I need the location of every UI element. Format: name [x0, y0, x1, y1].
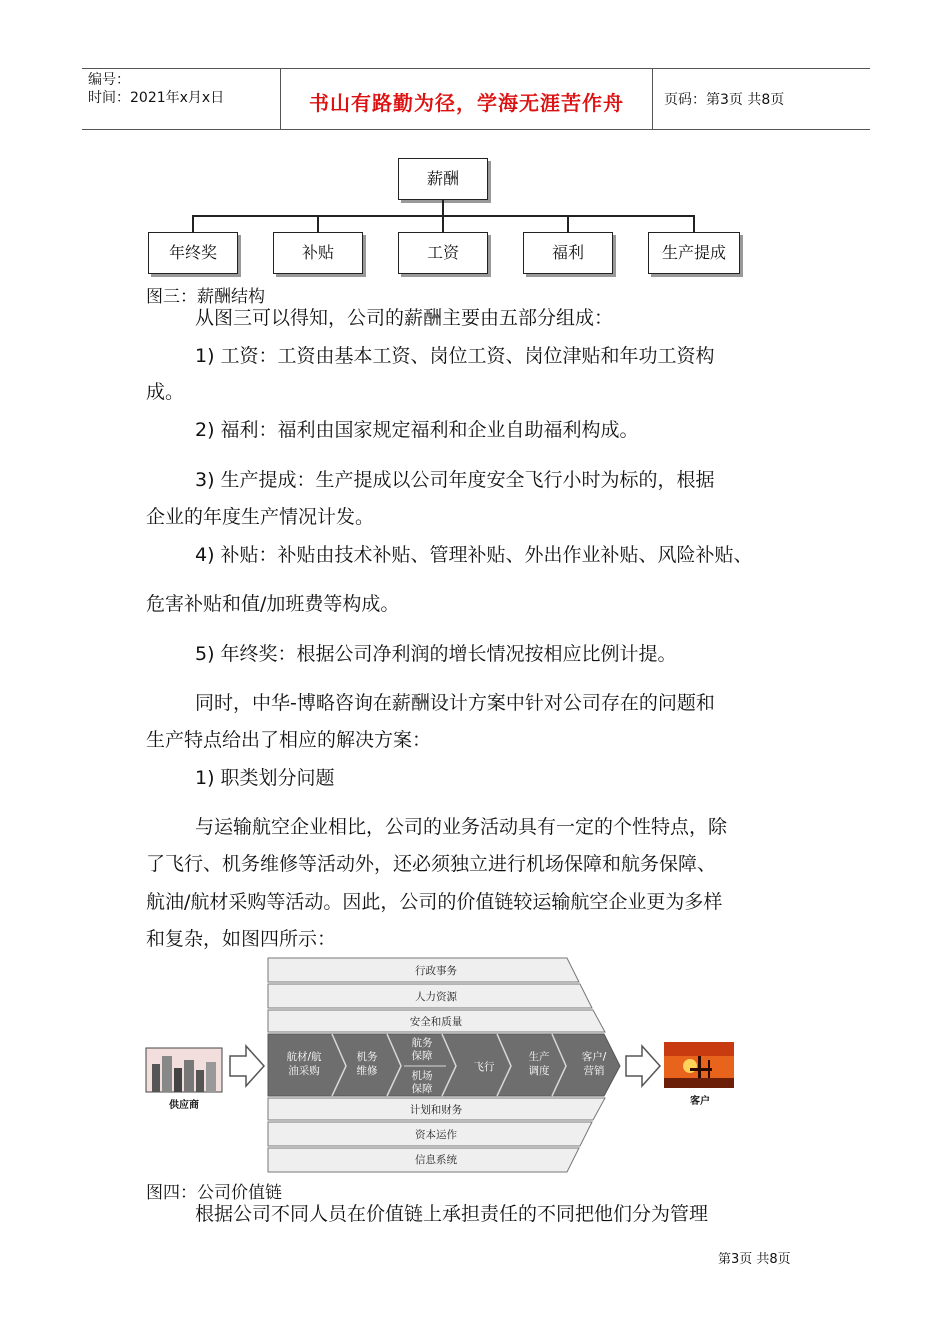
header-meta — [88, 71, 224, 107]
paragraph: 4) 补贴：补贴由技术补贴、管理补贴、外出作业补贴、风险补贴、 — [195, 544, 753, 566]
core-label: 客户/ — [581, 1051, 607, 1063]
org-child-box — [523, 232, 613, 274]
arrow-right-icon — [230, 1046, 264, 1086]
header-divider — [652, 69, 653, 129]
support-label: 计划和财务 — [409, 1104, 463, 1116]
header-page-info: 页码：第3页 共8页 — [664, 92, 785, 108]
paragraph: 生产特点给出了相应的解决方案： — [146, 729, 432, 751]
number-label: 编号： — [88, 72, 130, 88]
figure4-caption: 图四：公司价值链 — [146, 1183, 282, 1203]
core-label: 油采购 — [288, 1065, 320, 1077]
page-footer: 第3页 共8页 — [718, 1252, 791, 1267]
org-connector — [442, 215, 444, 233]
org-child-box — [648, 232, 740, 274]
org-child-box — [148, 232, 238, 274]
core-label: 机务 — [356, 1051, 378, 1063]
org-connector — [192, 215, 194, 233]
core-label: 飞行 — [473, 1061, 495, 1073]
paragraph: 从图三可以得知，公司的薪酬主要由五部分组成： — [195, 307, 614, 329]
supplier-icon — [146, 1048, 222, 1092]
org-child-label: 补贴 — [301, 243, 334, 262]
paragraph: 航油/航材采购等活动。因此，公司的价值链较运输航空企业更为多样 — [146, 891, 723, 913]
header-motto: 书山有路勤为径，学海无涯苦作舟 — [309, 91, 624, 115]
support-label: 行政事务 — [415, 965, 457, 977]
supplier-label: 供应商 — [169, 1100, 199, 1111]
support-label: 资本运作 — [415, 1129, 457, 1141]
org-root-label: 薪酬 — [426, 169, 459, 188]
time-label: 时间：2021年x月x日 — [88, 90, 225, 106]
value-chain-diagram — [142, 956, 742, 1176]
org-root-box — [398, 158, 488, 200]
core-label: 机场 — [411, 1070, 433, 1082]
core-label: 航务 — [411, 1037, 433, 1049]
paragraph: 企业的年度生产情况计发。 — [146, 506, 375, 528]
org-connector — [317, 215, 319, 233]
paragraph: 危害补贴和值/加班费等构成。 — [146, 593, 400, 615]
paragraph: 与运输航空企业相比，公司的业务活动具有一定的个性特点，除 — [195, 816, 728, 838]
paragraph: 1) 工资：工资由基本工资、岗位工资、岗位津贴和年功工资构 — [195, 345, 715, 367]
org-connector — [693, 215, 695, 233]
paragraph: 成。 — [146, 381, 185, 403]
page-header — [82, 68, 870, 130]
support-label: 安全和质量 — [409, 1016, 463, 1028]
core-label: 航材/航 — [286, 1051, 322, 1063]
customer-label: 客户 — [690, 1096, 710, 1107]
paragraph: 和复杂，如图四所示： — [146, 928, 337, 950]
org-child-label: 年终奖 — [168, 243, 217, 262]
org-child-label: 生产提成 — [661, 243, 726, 262]
org-child-box — [273, 232, 363, 274]
core-label: 营销 — [583, 1065, 605, 1077]
arrow-right-icon — [626, 1046, 660, 1086]
support-label: 人力资源 — [415, 991, 457, 1003]
figure3-caption: 图三：薪酬结构 — [146, 287, 265, 307]
core-activities-band — [268, 1034, 620, 1096]
org-child-label: 工资 — [426, 243, 459, 262]
paragraph: 2) 福利：福利由国家规定福利和企业自助福利构成。 — [195, 419, 639, 441]
paragraph: 3) 生产提成：生产提成以公司年度安全飞行小时为标的，根据 — [195, 469, 715, 491]
support-label: 信息系统 — [415, 1154, 457, 1166]
org-child-label: 福利 — [551, 243, 584, 262]
paragraph: 根据公司不同人员在价值链上承担责任的不同把他们分为管理 — [195, 1203, 709, 1225]
paragraph: 5) 年终奖：根据公司净利润的增长情况按相应比例计提。 — [195, 643, 677, 665]
core-label: 保障 — [411, 1050, 433, 1062]
org-connector — [567, 215, 569, 233]
paragraph: 1) 职类划分问题 — [195, 767, 335, 789]
paragraph: 同时，中华-博略咨询在薪酬设计方案中针对公司存在的问题和 — [195, 692, 715, 714]
core-label: 调度 — [528, 1065, 550, 1077]
core-label: 维修 — [356, 1065, 378, 1077]
org-connector — [442, 199, 444, 216]
core-label: 保障 — [411, 1083, 433, 1095]
core-label: 生产 — [528, 1051, 550, 1063]
org-child-box — [398, 232, 488, 274]
customer-icon — [664, 1042, 734, 1088]
paragraph: 了飞行、机务维修等活动外，还必须独立进行机场保障和航务保障、 — [146, 853, 717, 875]
